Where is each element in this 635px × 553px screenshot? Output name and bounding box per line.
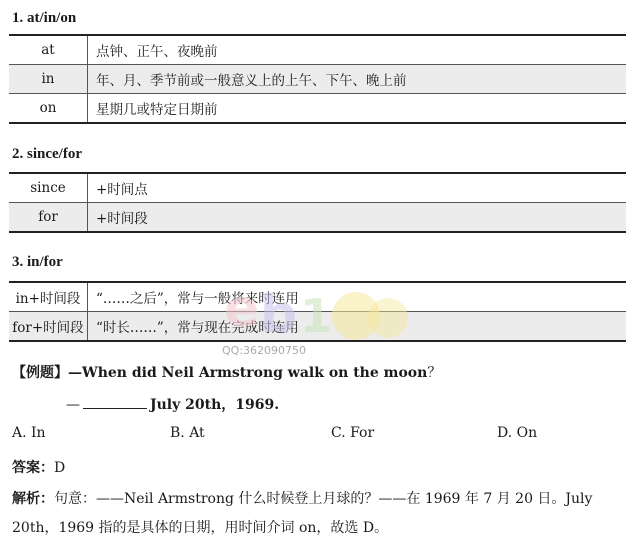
example-answer-line [66, 394, 279, 414]
table-row [9, 35, 626, 65]
row-key: since [9, 173, 88, 203]
table-row [9, 312, 626, 342]
row-key: at [9, 35, 88, 65]
option-b: B. At [170, 425, 205, 441]
svg-text:e: e [224, 279, 260, 339]
answer-blank [83, 394, 147, 409]
row-value: “时长……”，常与现在完成时连用 [88, 312, 627, 342]
analysis-label: 解析： [12, 491, 54, 507]
row-key: for+时间段 [9, 312, 88, 342]
option-d: D. On [497, 425, 538, 441]
row-value: +时间点 [88, 173, 627, 203]
section2-heading: 2. since/for [12, 146, 82, 162]
section2-table [9, 172, 626, 233]
row-value: 点钟、正午、夜晚前 [88, 35, 627, 65]
option-a: A. In [12, 425, 46, 441]
svg-text:1: 1 [300, 289, 333, 343]
analysis-line-2: 20th，1969 指的是具体的日期，用时间介词 on，故选 D。 [12, 520, 389, 536]
table-row [9, 65, 626, 94]
option-c: C. For [331, 425, 375, 441]
table-row [9, 173, 626, 203]
row-value: “……之后”，常与一般将来时连用 [88, 282, 627, 312]
watermark-text: QQ:362090750 [222, 344, 307, 357]
answer-label: 答案： [12, 460, 54, 476]
example-question [12, 362, 441, 382]
section3-table [9, 281, 626, 342]
analysis-text-1: 句意：——Neil Armstrong 什么时候登上月球的？——在 1969 年 7 月 20 日。July [54, 491, 593, 507]
table-row [9, 94, 626, 124]
section3-heading: 3. in/for [12, 254, 63, 270]
row-key: in+时间段 [9, 282, 88, 312]
row-value: 年、月、季节前或一般意义上的上午、下午、晚上前 [88, 65, 627, 94]
row-value: +时间段 [88, 203, 627, 233]
section1-table [9, 34, 626, 124]
row-key: on [9, 94, 88, 124]
row-value: 星期几或特定日期前 [88, 94, 627, 124]
answer-dash: — [66, 397, 80, 413]
answer-value: D [54, 460, 66, 476]
table-row [9, 203, 626, 233]
row-key: in [9, 65, 88, 94]
answer [12, 457, 65, 477]
example-label: 【例题】 [12, 365, 68, 381]
row-key: for [9, 203, 88, 233]
analysis-line-1 [12, 488, 592, 508]
answer-date: July 20th，1969. [150, 397, 280, 413]
question-text: —When did Neil Armstrong walk on the moon [68, 365, 428, 381]
svg-text:b: b [260, 285, 298, 345]
section1-heading: 1. at/in/on [12, 10, 77, 26]
question-mark: ？ [427, 365, 442, 381]
table-row [9, 282, 626, 312]
